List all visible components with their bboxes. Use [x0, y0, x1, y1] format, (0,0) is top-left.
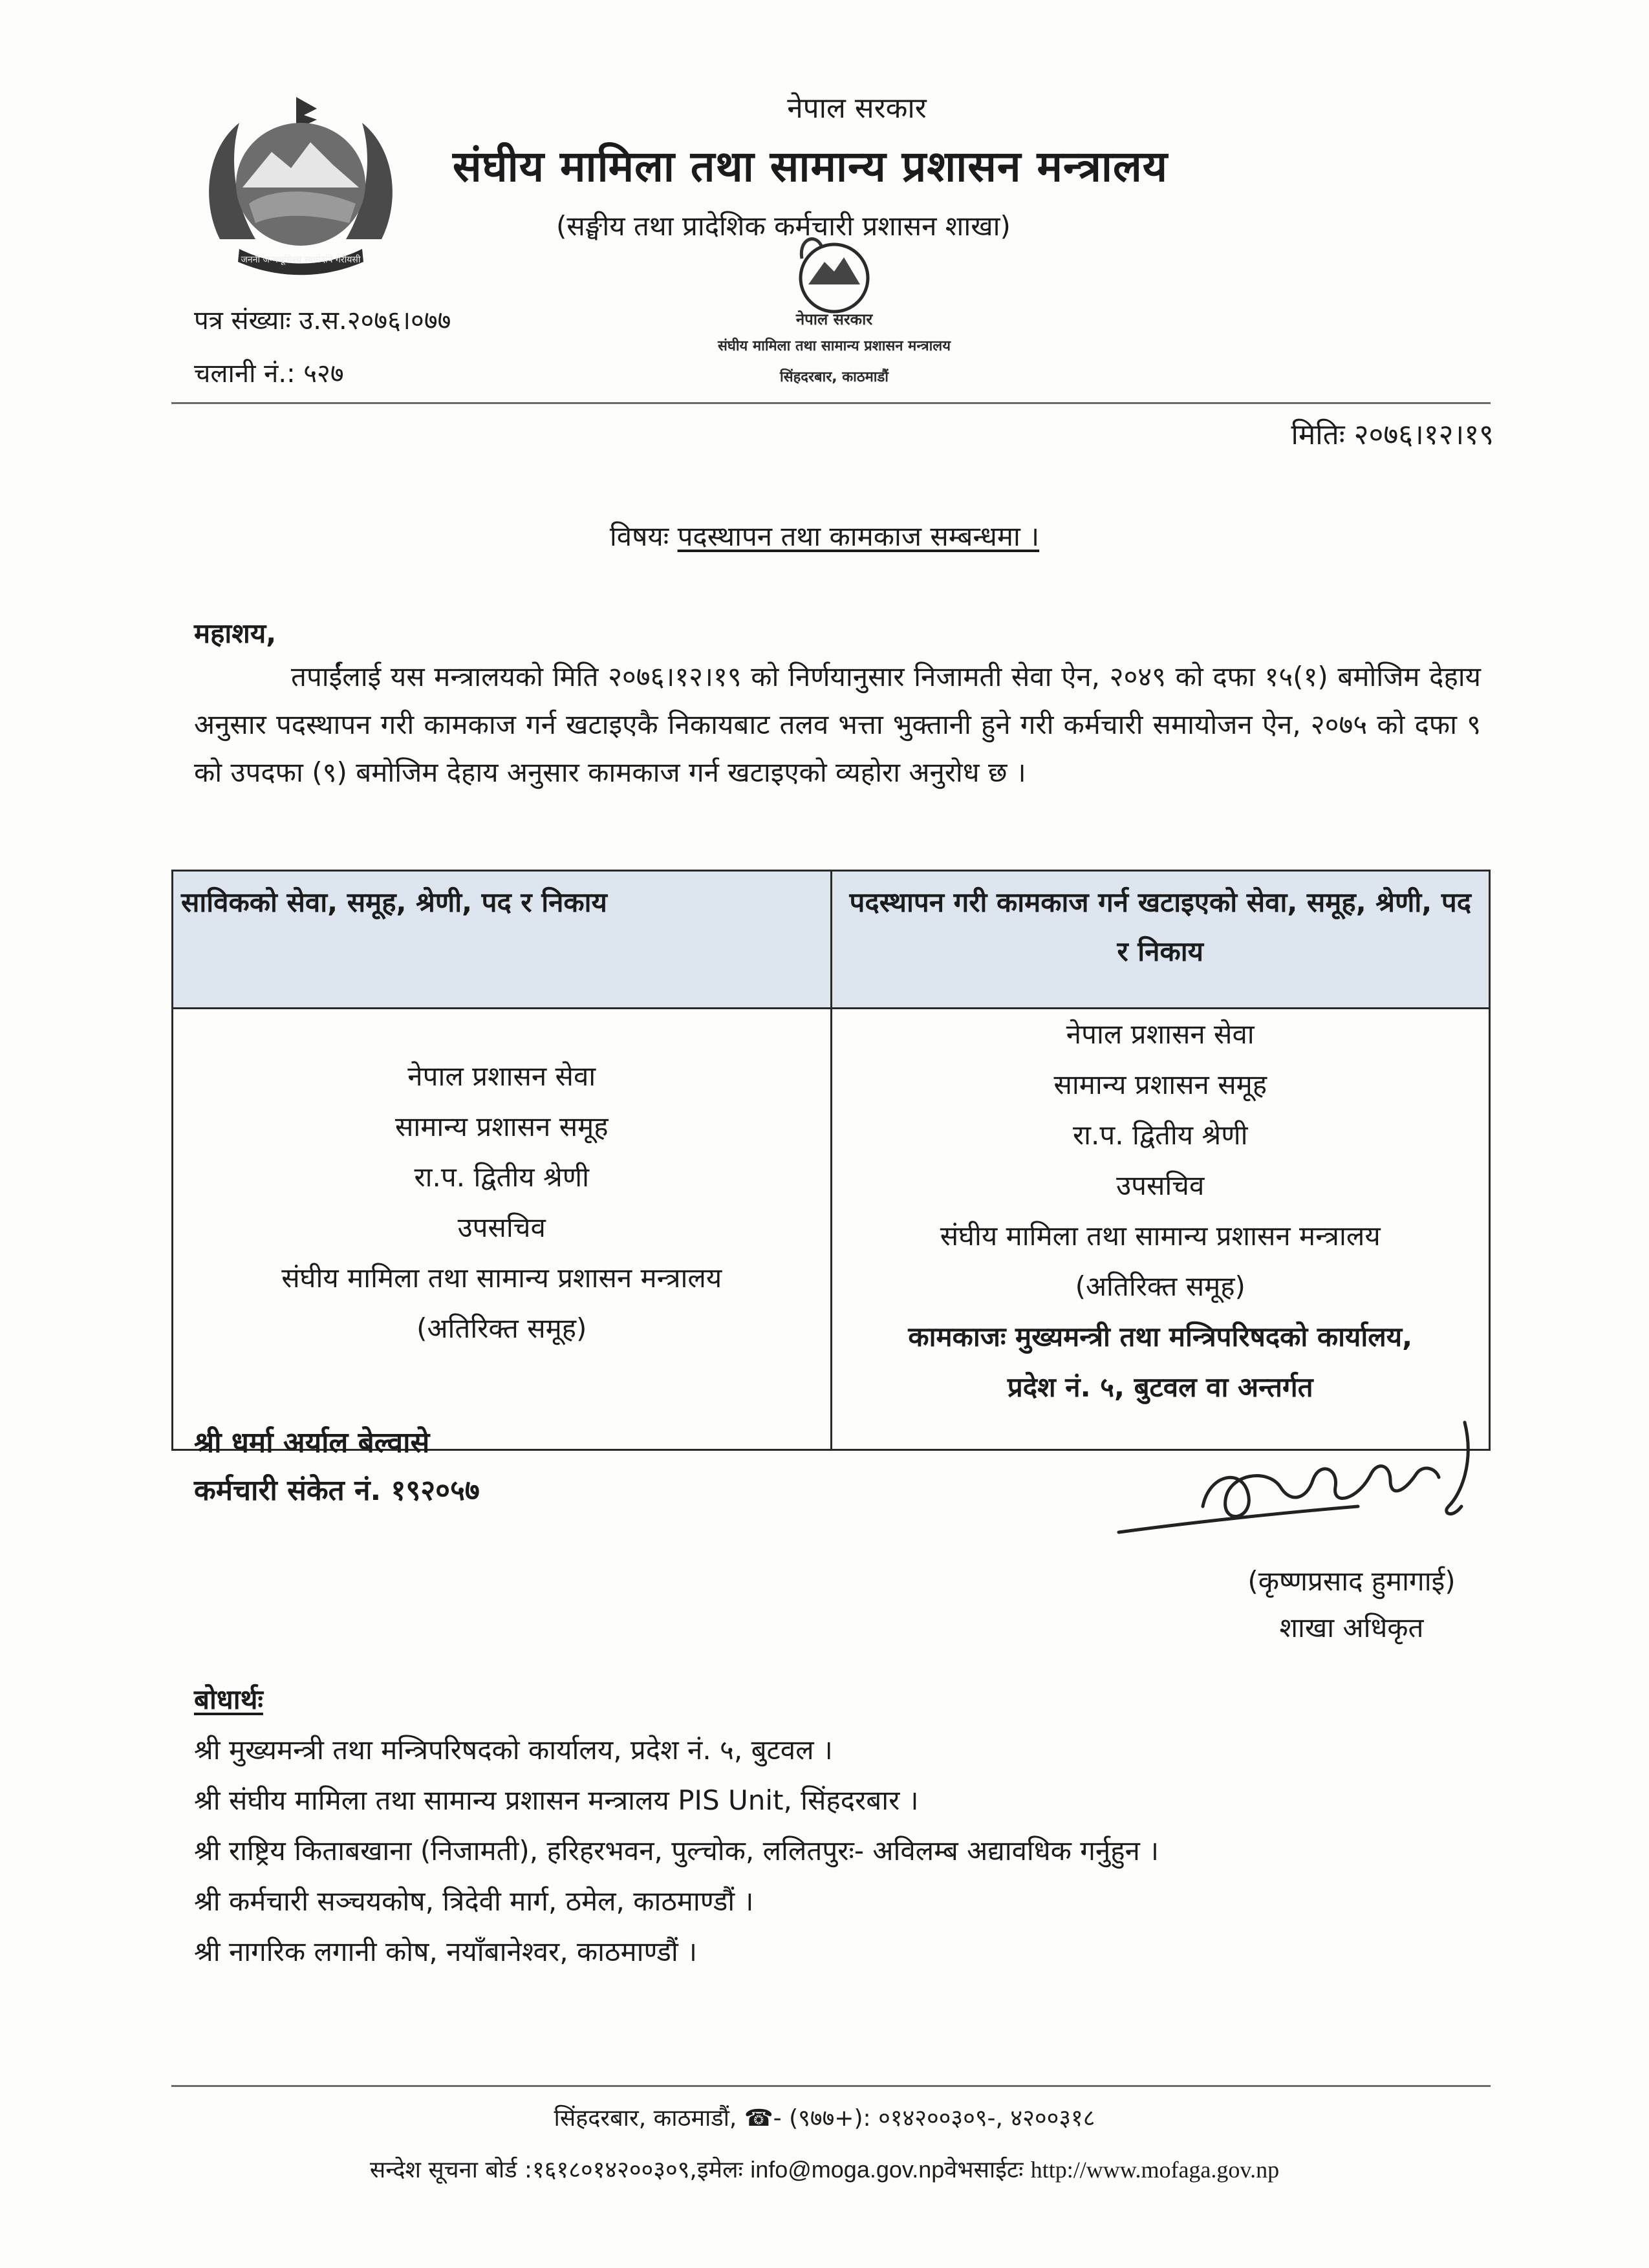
table-header-previous: साविकको सेवा, समूह, श्रेणी, पद र निकाय [173, 871, 832, 1009]
employee-code: कर्मचारी संकेत नं. १९२०५७ [194, 1474, 480, 1507]
letter-ref-number: पत्र संख्याः उ.स.२०७६।०७७ [194, 306, 451, 336]
new-note: (अतिरिक्त समूह) [1075, 1270, 1245, 1302]
footer-website[interactable]: http://www.mofaga.gov.np [1030, 2157, 1280, 2183]
footer-email[interactable]: info@moga.gov.np [750, 2156, 945, 2183]
previous-posting-cell [173, 1009, 832, 1450]
footer-address: सिंहदरबार, काठमाडौं, ☎- (९७७+): ०१४२००३०९-, ४२००३१८ [554, 2105, 1095, 2132]
previous-post: उपसचिव [457, 1212, 546, 1243]
new-service: नेपाल प्रशासन सेवा [1066, 1018, 1255, 1050]
ministry-title: संघीय मामिला तथा सामान्य प्रशासन मन्त्रालय [453, 142, 1169, 191]
subject-text: पदस्थापन तथा कामकाज सम्बन्धमा । [677, 520, 1040, 552]
new-office: संघीय मामिला तथा सामान्य प्रशासन मन्त्रालय [940, 1220, 1381, 1252]
subject-line [0, 517, 1649, 554]
footer-website-label: वेभसाईटः [944, 2157, 1031, 2183]
header-divider [171, 402, 1491, 404]
dispatch-number: चलानी नं.: ५२७ [194, 359, 344, 389]
previous-group: सामान्य प्रशासन समूह [394, 1111, 609, 1142]
signature-icon [1112, 1409, 1513, 1571]
signatory-name: (कृष्णप्रसाद हुमागाई) [1247, 1565, 1456, 1597]
list-item: श्री राष्ट्रिय किताबखाना (निजामती), हरिहरभवन, पुल्चोक, ललितपुरः- अविलम्ब अद्यावधिक गर्नुहुन । [194, 1835, 1159, 1867]
office-stamp-icon [692, 213, 976, 407]
signatory-block [1196, 1558, 1507, 1651]
new-post: उपसचिव [1116, 1170, 1205, 1201]
svg-text:जननी जन्मभूमिश्च स्वर्गादपि गर: जननी जन्मभूमिश्च स्वर्गादपि गरीयसी [241, 255, 361, 265]
stamp-line-2: संघीय मामिला तथा सामान्य प्रशासन मन्त्रालय [717, 338, 951, 354]
employee-name: श्री धर्मा अर्याल बेल्वासे [194, 1426, 430, 1459]
table-header-new: पदस्थापन गरी कामकाज गर्न खटाइएको सेवा, समूह, श्रेणी, पद र निकाय [831, 871, 1490, 1009]
new-class: रा.प. द्वितीय श्रेणी [1072, 1119, 1248, 1151]
body-text: तपाईंलाई यस मन्त्रालयको मिति २०७६।१२।१९ को निर्णयानुसार निजामती सेवा ऐन, २०४९ को दफा १५(१) बमोजिम देहाय अनुसार पदस्थापन गरी कामकाज गर्न खटाइएकै निकायबाट तलव भत्ता भुक्तानी हुने गरी कर्मचारी समायोजन ऐन, २०७५ को दफा ९ को उपदफा (९) बमोजिम देहाय अनुसार कामकाज गर्न खटाइएको व्यहोरा अनुरोध छ । [194, 661, 1481, 788]
salutation: महाशय, [194, 617, 277, 649]
subject-label: विषयः [609, 520, 669, 552]
work-assignment: कामकाजः मुख्यमन्त्री तथा मन्त्रिपरिषदको कार्यालय, [908, 1321, 1413, 1353]
letter-date: मितिः २०७६।१२।१९ [1291, 418, 1494, 451]
table-row [173, 1009, 1490, 1450]
previous-office: संघीय मामिला तथा सामान्य प्रशासन मन्त्रालय [281, 1262, 722, 1294]
previous-class: रा.प. द्वितीय श्रेणी [414, 1161, 589, 1193]
reference-block [194, 294, 451, 400]
list-item: श्री नागरिक लगानी कोष, नयाँबानेश्वर, काठमाण्डौं । [194, 1936, 698, 1967]
government-label: नेपाल सरकार [787, 92, 927, 125]
previous-service: नेपाल प्रशासन सेवा [407, 1060, 596, 1092]
new-posting-cell [831, 1009, 1490, 1450]
employee-block [194, 1419, 480, 1515]
section-name: (सङ्घीय तथा प्रादेशिक कर्मचारी प्रशासन शाखा) [556, 210, 1011, 242]
stamp-line-1: नेपाल सरकार [795, 310, 873, 328]
letter-body [194, 653, 1481, 797]
table-header-row [173, 871, 1490, 1009]
signatory-title: शाखा अधिकृत [1279, 1612, 1424, 1643]
cc-list [194, 1674, 1159, 1977]
list-item: श्री मुख्यमन्त्री तथा मन्त्रिपरिषदको कार्यालय, प्रदेश नं. ५, बुटवल । [194, 1734, 833, 1766]
stamp-line-3: सिंहदरबार, काठमाडौं [780, 369, 889, 385]
footer-notice-board: सन्देश सूचना बोर्ड :१६१८०१४२००३०९,इमेलः [369, 2157, 751, 2183]
footer-contacts [0, 2153, 1649, 2185]
list-item: श्री संघीय मामिला तथा सामान्य प्रशासन मन्त्रालय PIS Unit, सिंहदरबार । [194, 1784, 919, 1816]
new-group: सामान्य प्रशासन समूह [1053, 1069, 1267, 1100]
footer-divider [171, 2085, 1491, 2087]
cc-title: बोधार्थः [194, 1684, 263, 1715]
posting-table [171, 870, 1491, 1451]
previous-note: (अतिरिक्त समूह) [416, 1312, 587, 1344]
list-item: श्री कर्मचारी सञ्चयकोष, त्रिदेवी मार्ग, ठमेल, काठमाण्डौं । [194, 1885, 754, 1917]
work-location: प्रदेश नं. ५, बुटवल वा अन्तर्गत [1007, 1371, 1313, 1403]
